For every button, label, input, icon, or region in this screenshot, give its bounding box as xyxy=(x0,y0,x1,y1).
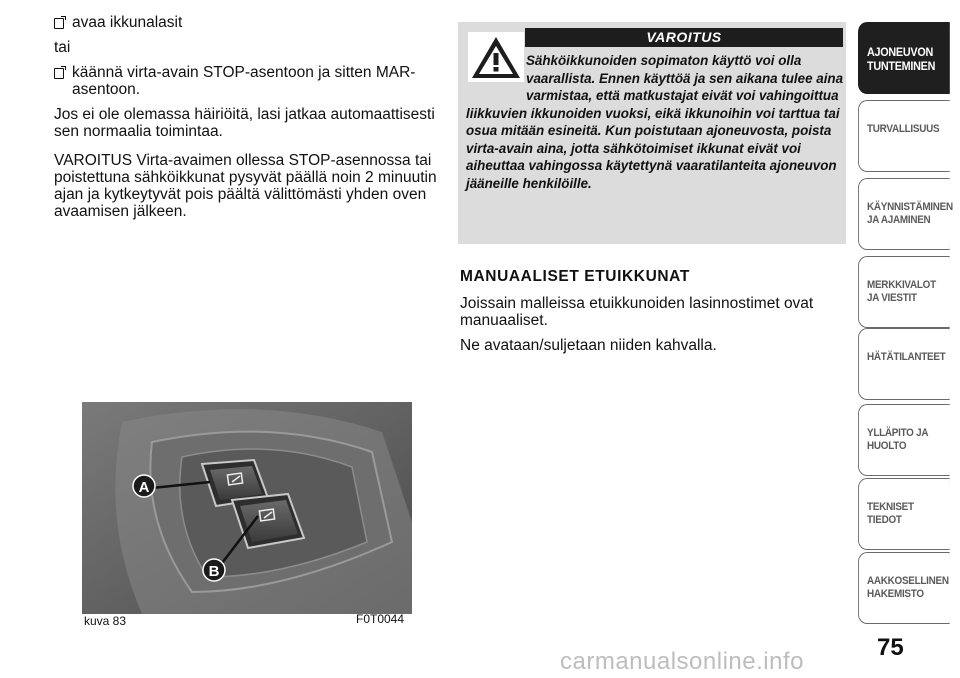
tab-ajoneuvon-tunteminen[interactable]: AJONEUVON TUNTEMINEN xyxy=(858,22,950,94)
bullet-open-windows: avaa ikkunalasit xyxy=(54,14,446,31)
tab-kaynnistaminen[interactable]: KÄYNNISTÄMINEN JA AJAMINEN xyxy=(858,178,950,250)
window-switch-illustration xyxy=(82,402,412,614)
warning-title: VAROITUS xyxy=(525,28,843,47)
paragraph-warning-key: VAROITUS Virta-avaimen ollessa STOP-asennossa tai poistettuna sähköikkunat pysyvät päällä noin 2 minuutin ajan ja kytkeytyvät pois päältä välittömästi yhden oven avaamisen jälkeen. xyxy=(54,152,437,220)
warning-box xyxy=(458,22,846,244)
chapter-tabs xyxy=(858,22,960,622)
section-heading: MANUAALISET ETUIKKUNAT xyxy=(460,268,690,285)
window-switch-figure xyxy=(82,402,412,614)
left-column xyxy=(54,14,446,220)
section-paragraph-1: Joissain malleissa etuikkunoiden lasinnostimet ovat manuaaliset. xyxy=(460,295,814,329)
tab-merkkivalot[interactable]: MERKKIVALOT JA VIESTIT xyxy=(858,256,950,328)
tab-turvallisuus[interactable]: TURVALLISUUS xyxy=(858,100,950,172)
page-number: 75 xyxy=(877,634,904,661)
figure-caption: kuva 83 xyxy=(84,614,127,628)
tab-tekniset-tiedot[interactable]: TEKNISET TIEDOT xyxy=(858,478,950,550)
tab-yllapito[interactable]: YLLÄPITO JA HUOLTO xyxy=(858,404,950,476)
bullet-turn-key: käännä virta-avain STOP-asentoon ja sitten MAR-asentoon. xyxy=(54,64,446,98)
paragraph-no-faults: Jos ei ole olemassa häiriöitä, lasi jatkaa automaattisesti sen normaalia toimintaa. xyxy=(54,106,435,140)
or-text: tai xyxy=(54,39,71,56)
manual-windows-section xyxy=(460,268,840,354)
label-a: A xyxy=(138,479,150,496)
label-b: B xyxy=(208,563,220,580)
watermark: carmanualsonline.info xyxy=(560,648,804,675)
tab-hatatilanteet[interactable]: HÄTÄTILANTEET xyxy=(858,328,950,400)
section-paragraph-2: Ne avataan/suljetaan niiden kahvalla. xyxy=(460,337,717,354)
tab-aakkosellinen-hakemisto[interactable]: AAKKOSELLINEN HAKEMISTO xyxy=(858,552,950,624)
figure-code: F0T0044 xyxy=(356,612,405,626)
warning-text: Sähköikkunoiden sopimaton käyttö voi olla vaarallista. Ennen käyttöä ja sen aikana tulee aina varmistaa, että matkustajat eivät voi vahingoittua liikkuvien ikkunoiden vuoksi, eikä ikkunoihin voi tarttua tai osua mitään esineitä. Kun poistutaan ajoneuvosta, poista virta-avain aina, jotta sähkötoimiset ikkunat eivät voi aiheuttaa vahingossa käytettynä vaaratilanteita ajoneuvon jääneille henkilöille. xyxy=(466,53,844,191)
